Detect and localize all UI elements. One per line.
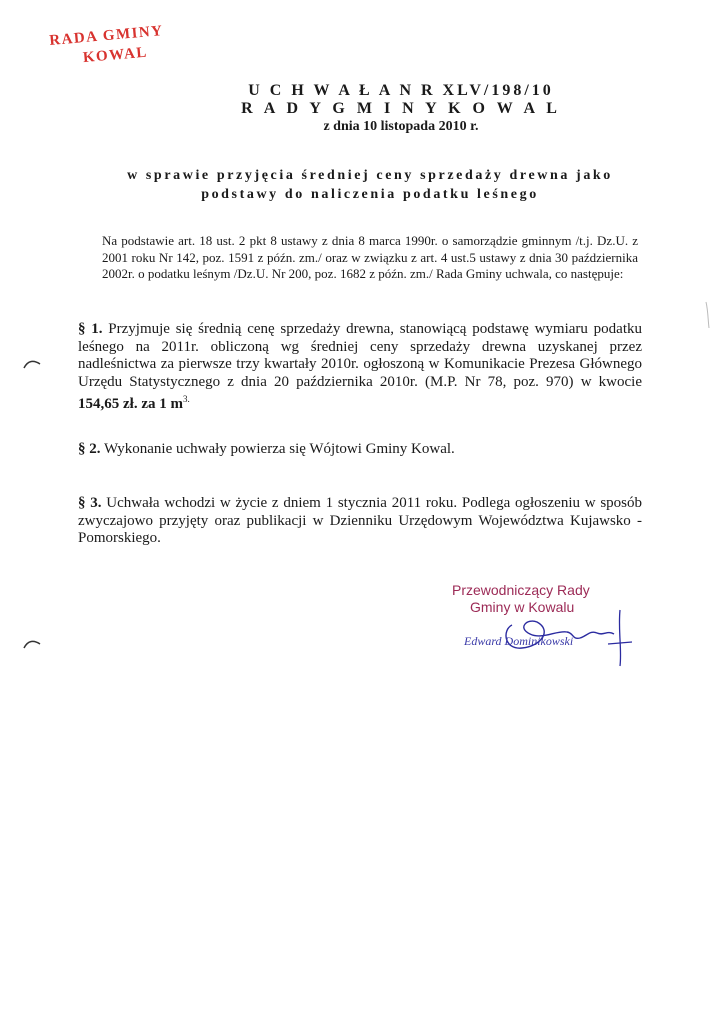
scan-mark-icon [22, 356, 42, 370]
stamp-line2: KOWAL [82, 44, 149, 67]
section-1-unit-exponent: 3. [182, 394, 190, 404]
subject-line1: w sprawie przyjęcia średniej ceny sprzedaży drewna jako [127, 168, 613, 183]
council-name: R A D Y G M I N Y K O W A L [241, 100, 561, 117]
section-2-mark: § 2. [78, 441, 101, 457]
stamp-line1: RADA GMINY [48, 23, 165, 50]
resolution-title: U C H W A Ł A N R XLV/198/10 [248, 82, 554, 99]
section-3-text: Uchwała wchodzi w życie z dniem 1 stycznia 2011 roku. Podlega ogłoszeniu w sposób zwyczajowo przyjęty oraz publikacji w Dzienniku Urzędowym Województwa Kujawsko - Pomorskiego. [78, 495, 643, 546]
scan-mark-icon [22, 636, 42, 650]
resolution-subject [90, 166, 650, 204]
document-header [0, 82, 724, 136]
section-2-text: Wykonanie uchwały powierza się Wójtowi Gminy Kowal. [103, 441, 455, 457]
signature-block [442, 582, 642, 672]
section-3-mark: § 3. [78, 495, 102, 511]
signature-title: Przewodniczący Rady [452, 582, 590, 598]
subject-line2: podstawy do naliczenia podatku leśnego [201, 187, 539, 202]
resolution-date: z dnia 10 listopada 2010 r. [323, 119, 479, 134]
signatory-name: Edward Dominikowski [464, 634, 574, 648]
scan-mark-icon [700, 300, 712, 330]
section-1-amount: 154,65 zł. za 1 m [78, 396, 183, 412]
section-3 [78, 495, 642, 548]
section-1 [78, 321, 642, 414]
council-stamp [48, 21, 166, 71]
section-1-text: Przyjmuje się średnią cenę sprzedaży drewna, stanowiącą podstawę wymiaru podatku leśnego na 2011r. obliczoną wg średniej ceny sprzedaży drewna uzyskanej przez nadleśnictwa za pierwsze trzy kwartały 2010r. ogłoszoną w Komunikacie Prezesa Głównego Urzędu Statystycznego z dnia 20 października 2010r. (M.P. Nr 78, poz. 970) w kwocie [78, 321, 643, 390]
preamble: Na podstawie art. 18 ust. 2 pkt 8 ustawy z dnia 8 marca 1990r. o samorządzie gminnym /t.j. Dz.U. z 2001 roku Nr 142, poz. 1591 z późn. zm./ oraz w związku z art. 4 ust.5 ustawy z dnia 30 października 2002r. o podatku leśnym /Dz.U. Nr 200, poz. 1682 z późn. zm./ Rada Gminy uchwala, co następuje: [102, 233, 638, 281]
section-1-mark: § 1. [78, 321, 103, 337]
signature-council: Gminy w Kowalu [470, 599, 575, 615]
section-2 [78, 441, 642, 459]
